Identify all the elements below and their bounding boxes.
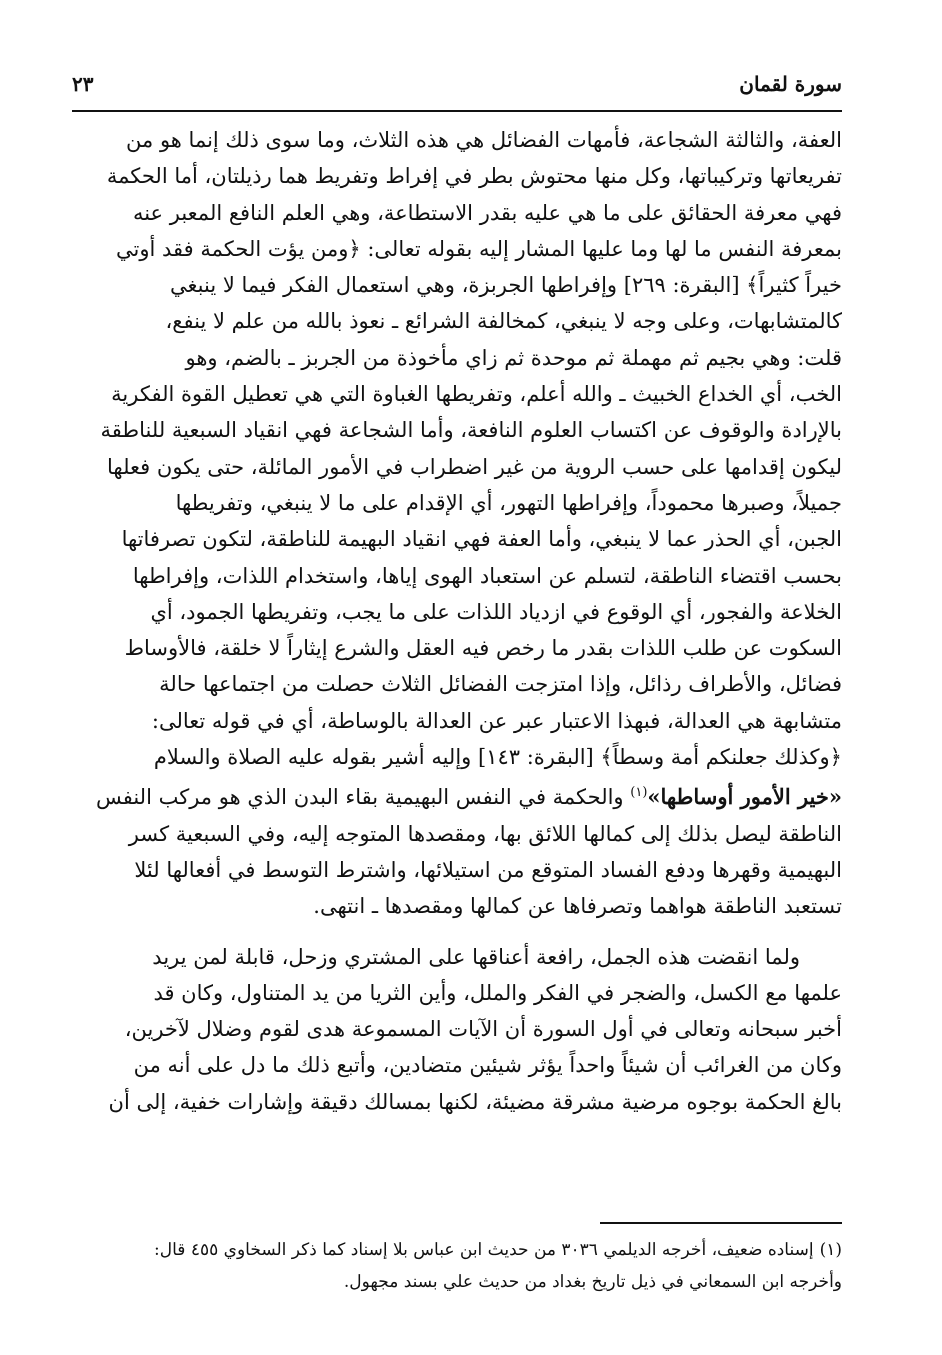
hadith-line-rest: والحكمة في النفس البهيمية بقاء البدن الذي هو مركب النفس [95,785,631,810]
text-line: بمعرفة النفس ما لها وما عليها المشار إليه بقوله تعالى: ﴿ومن يؤت الحكمة فقد أوتي [116,236,842,261]
footnote-divider [600,1222,842,1224]
text-line: الخلاعة والفجور، أي الوقوع في ازدياد اللذات على ما يجب، وتفريطها الجمود، أي [150,599,842,624]
text-line: فضائل، والأطراف رذائل، وإذا امتزجت الفضائل الثلاث حصلت من اجتماعها حالة [159,672,842,697]
footnote [70,1234,842,1298]
footnote-marker[interactable]: (١) [630,785,648,801]
text-line: الناطقة ليصل بذلك إلى كمالها اللائق بها، ومقصدها المتوجه إليه، وفي السبعية كسر [128,821,842,846]
text-line: فهي معرفة الحقائق على ما هي عليه بقدر الاستطاعة، وهي العلم النافع المعبر عنه [132,200,842,225]
main-text [70,122,842,1120]
text-line: متشابهة هي العدالة، فبهذا الاعتبار عبر عن العدالة بالوساطة، أي في قوله تعالى: [151,708,842,733]
running-title: سورة لقمان [739,72,842,96]
text-line: تستعبد الناطقة هواهما وتصرفاها عن كمالها ومقصدها ـ انتهى. [313,894,842,919]
text-line: ﴿وكذلك جعلنكم أمة وسطاً﴾ [البقرة: ١٤٣] وإليه أشير بقوله عليه الصلاة والسلام [153,745,842,770]
text-line: جميلاً، وصبرها محموداً، وإفراطها التهور، أي الإقدام على ما لا ينبغي، وتفريطها [175,490,842,515]
hadith-quote: «خير الأمور أوساطها» [647,784,842,810]
text-line: تفريعاتها وتركيباتها، وكل منها محتوش بطر في إفراط وتفريط هما رذيلتان، أما الحكمة [106,164,842,189]
text-line: الجبن، أي الحذر عما لا ينبغي، وأما العفة فهي انقياد البهيمة للناطقة، لتكون تصرفاتها [121,527,842,552]
text-line: ليكون إقدامها على حسب الروية من غير اضطراب في الأمور المائلة، حتى يكون فعلها [107,454,842,479]
footnote-number: (١) [819,1240,842,1260]
footnote-line [70,1234,842,1266]
text-line: وكان من الغرائب أن شيئاً واحداً يؤثر شيئين متضادين، وأتبع ذلك ما دل على أنه من [133,1053,842,1078]
footnote-text: إسناده ضعيف، أخرجه الديلمي ٣٠٣٦ من حديث ابن عباس بلا إسناد كما ذكر السخاوي ٤٥٥ قال: [154,1240,814,1260]
text-line: كالمتشابهات، وعلى وجه لا ينبغي، كمخالفة الشرائع ـ نعوذ بالله من علم لا ينفع، [165,309,842,334]
text-line: بالإرادة والوقوف عن اكتساب العلوم النافعة، وأما الشجاعة فهي انقياد السبعية للناطقة [100,418,842,443]
page-header [72,62,842,102]
page-number: ٢٣ [72,72,94,96]
text-line: بالغ الحكمة بوجوه مرضية مشرقة مضيئة، لكنها بمسالك دقيقة وإشارات خفية، إلى أن [108,1089,842,1114]
text-line: علمها مع الكسل، والضجر في الفكر والملل، وأين الثريا من يد المتناول، وكان قد [153,980,842,1005]
hadith-line [70,775,842,815]
text-line: قلت: وهي بجيم ثم مهملة ثم موحدة ثم زاي مأخوذة من الجربز ـ بالضم، وهو [185,345,842,370]
text-line: البهيمية وقهرها ودفع الفساد المتوقع من استيلائها، واشترط التوسط في أفعالها لئلا [134,857,842,882]
paragraph-start-line: ولما انقضت هذه الجمل، رافعة أعناقها على المشتري وزحل، قابلة لمن يريد [152,944,800,969]
header-divider [72,110,842,112]
text-line: الخب، أي الخداع الخبيث ـ والله أعلم، وتفريطها الغباوة التي هي تعطيل القوة الفكرية [111,382,842,407]
text-line: أخبر سبحانه وتعالى في أول السورة أن الآيات المسموعة هدى لقوم وضلال لآخرين، [124,1017,842,1042]
text-line: السكوت عن طلب اللذات بقدر ما رخص فيه العقل والشرع إيثاراً لا خلقة، فالأوساط [124,636,842,661]
text-line: العفة، والثالثة الشجاعة، فأمهات الفضائل هي هذه الثلاث، وما سوى ذلك إنما هو من [126,128,842,152]
text-line: بحسب اقتضاء الناطقة، لتسلم عن استعباد الهوى إياها، واستخدام اللذات، وإفراطها [132,563,842,588]
text-line: خيراً كثيراً﴾ [البقرة: ٢٦٩] وإفراطها الجربزة، وهي استعمال الفكر فيما لا ينبغي [170,273,842,298]
footnote-line: وأخرجه ابن السمعاني في ذيل تاريخ بغداد من حديث علي بسند مجهول. [343,1272,842,1292]
